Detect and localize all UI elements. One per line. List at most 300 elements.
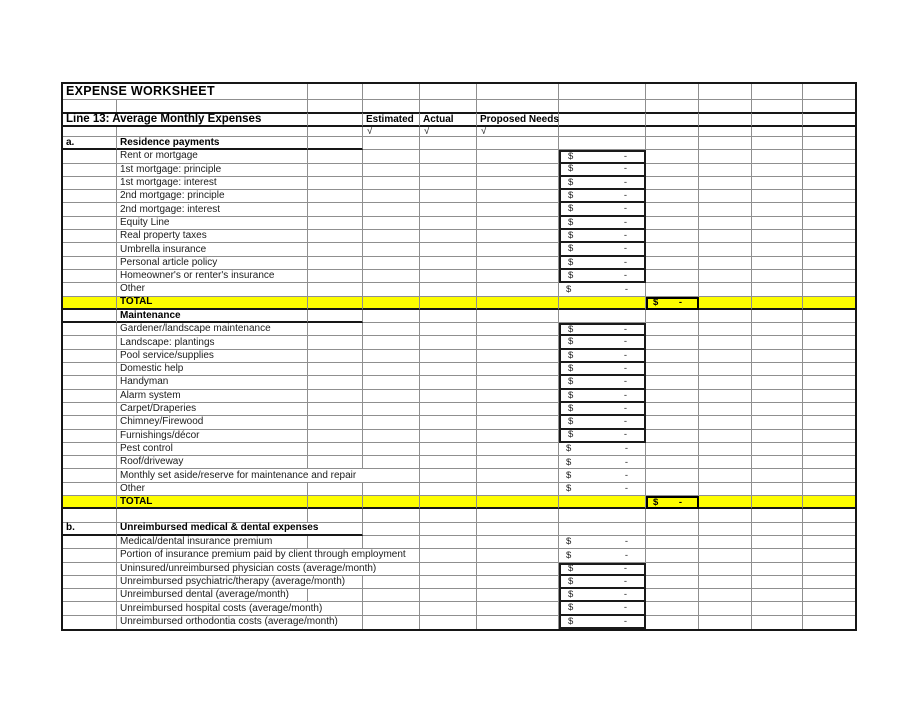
- grid-cell: [752, 363, 803, 376]
- expense-item-label: [117, 257, 308, 270]
- grid-cell: [63, 483, 117, 496]
- grid-cell: [63, 363, 117, 376]
- grid-cell: [646, 589, 699, 602]
- amount-field[interactable]: [559, 469, 646, 482]
- grid-cell: [699, 323, 752, 336]
- empty-amount-dash: -: [623, 324, 627, 336]
- grid-cell: [803, 549, 855, 562]
- grid-cell: [752, 350, 803, 363]
- empty-amount-dash: -: [624, 283, 628, 295]
- grid-cell: [363, 137, 420, 150]
- amount-field[interactable]: [559, 257, 646, 270]
- grid-cell: [308, 243, 363, 256]
- grid-cell: [308, 100, 363, 112]
- grid-cell: [308, 257, 363, 270]
- grid-cell: [699, 350, 752, 363]
- checkmark-icon: [363, 127, 420, 137]
- grid-cell: [63, 416, 117, 429]
- expense-item-row: [63, 270, 855, 283]
- grid-cell: [63, 283, 117, 296]
- grid-cell: [646, 270, 699, 283]
- grid-cell: [752, 100, 803, 112]
- grid-cell: [559, 112, 646, 127]
- grid-cell: [477, 536, 559, 549]
- grid-cell: [308, 230, 363, 243]
- grid-cell: [699, 469, 752, 482]
- grid-cell: [646, 456, 699, 469]
- expense-item-label: [117, 230, 308, 243]
- grid-cell: [63, 430, 117, 443]
- cell-text: 2nd mortgage: interest: [120, 203, 221, 215]
- grid-cell: [699, 164, 752, 177]
- grid-cell: [308, 589, 363, 602]
- title-row: [63, 84, 855, 100]
- amount-field[interactable]: [559, 403, 646, 416]
- expense-item-row: [63, 203, 855, 216]
- section-header-row: [63, 137, 855, 150]
- dollar-sign: $: [566, 283, 572, 295]
- amount-field[interactable]: [559, 350, 646, 363]
- expense-item-label: [117, 217, 308, 230]
- grid-cell: [477, 576, 559, 589]
- grid-cell: [803, 127, 855, 137]
- grid-cell: [752, 310, 803, 323]
- grid-cell: [363, 536, 420, 549]
- grid-cell: [559, 297, 646, 310]
- cell-text: Gardener/landscape maintenance: [120, 323, 271, 335]
- grid-cell: [420, 270, 477, 283]
- expense-item-label: [117, 363, 308, 376]
- grid-cell: [63, 177, 117, 190]
- dollar-sign: $: [568, 324, 574, 336]
- grid-cell: [477, 100, 559, 112]
- grid-cell: [308, 310, 363, 323]
- total-amount-field[interactable]: [646, 297, 699, 310]
- grid-cell: [646, 203, 699, 216]
- grid-cell: [363, 190, 420, 203]
- grid-cell: [308, 390, 363, 403]
- grid-cell: [420, 443, 477, 456]
- grid-cell: [803, 283, 855, 296]
- expense-item-label: [117, 416, 308, 429]
- grid-cell: [752, 84, 803, 100]
- expense-item-row: [63, 243, 855, 256]
- section-letter: [63, 137, 117, 150]
- cell-text: Other: [120, 482, 146, 494]
- checkmark-glyph: √: [481, 125, 487, 137]
- empty-amount-dash: -: [678, 297, 682, 309]
- empty-amount-dash: -: [623, 243, 627, 255]
- grid-cell: [308, 496, 363, 509]
- blank-row: [63, 509, 855, 522]
- grid-cell: [477, 243, 559, 256]
- grid-cell: [363, 523, 420, 536]
- grid-cell: [699, 376, 752, 389]
- grid-cell: [752, 430, 803, 443]
- grid-cell: [803, 323, 855, 336]
- grid-cell: [63, 549, 117, 562]
- amount-field[interactable]: [559, 336, 646, 349]
- amount-field[interactable]: [559, 416, 646, 429]
- amount-field[interactable]: [559, 230, 646, 243]
- empty-amount-dash: -: [624, 456, 628, 468]
- grid-cell: [308, 336, 363, 349]
- expense-item-row: [63, 576, 855, 589]
- total-amount-field[interactable]: [646, 496, 699, 509]
- empty-amount-dash: -: [623, 349, 627, 361]
- empty-amount-dash: -: [623, 602, 627, 614]
- expense-item-row: [63, 416, 855, 429]
- grid-cell: [308, 164, 363, 177]
- amount-field[interactable]: [559, 203, 646, 216]
- grid-cell: [63, 589, 117, 602]
- section-header-row: [63, 310, 855, 323]
- grid-cell: [803, 177, 855, 190]
- grid-cell: [559, 100, 646, 112]
- cell-text: Uninsured/unreimbursed physician costs (average/month): [120, 562, 377, 574]
- grid-cell: [308, 483, 363, 496]
- expense-item-row: [63, 283, 855, 296]
- grid-cell: [308, 112, 363, 127]
- grid-cell: [420, 323, 477, 336]
- grid-cell: [699, 523, 752, 536]
- grid-cell: [63, 127, 117, 137]
- grid-cell: [420, 257, 477, 270]
- grid-cell: [363, 336, 420, 349]
- total-row: [63, 297, 855, 310]
- grid-cell: [308, 323, 363, 336]
- grid-cell: [699, 416, 752, 429]
- cell-text: Personal article policy: [120, 256, 218, 268]
- grid-cell: [803, 496, 855, 509]
- grid-cell: [420, 336, 477, 349]
- section-header-row: [63, 523, 855, 536]
- amount-field[interactable]: [559, 589, 646, 602]
- cell-text: b.: [66, 522, 75, 534]
- grid-cell: [420, 602, 477, 615]
- grid-cell: [699, 283, 752, 296]
- grid-cell: [420, 376, 477, 389]
- dollar-sign: $: [568, 588, 574, 600]
- grid-cell: [420, 616, 477, 629]
- grid-cell: [477, 164, 559, 177]
- cell-text: 1st mortgage: principle: [120, 163, 222, 175]
- expense-item-label: [117, 616, 338, 629]
- grid-cell: [477, 297, 559, 310]
- grid-cell: [63, 536, 117, 549]
- grid-cell: [699, 203, 752, 216]
- grid-cell: [477, 509, 559, 522]
- expense-item-row: [63, 376, 855, 389]
- grid-cell: [752, 190, 803, 203]
- grid-cell: [803, 203, 855, 216]
- grid-cell: [559, 310, 646, 323]
- grid-cell: [63, 297, 117, 310]
- empty-amount-dash: -: [678, 496, 682, 508]
- amount-field[interactable]: [559, 217, 646, 230]
- grid-cell: [63, 576, 117, 589]
- grid-cell: [477, 523, 559, 536]
- expense-item-row: [63, 363, 855, 376]
- grid-cell: [363, 283, 420, 296]
- expense-item-row: [63, 336, 855, 349]
- dollar-sign: $: [566, 536, 572, 548]
- expense-item-label: [117, 243, 308, 256]
- expense-item-label: [117, 336, 308, 349]
- amount-field[interactable]: [559, 177, 646, 190]
- grid-cell: [803, 137, 855, 150]
- amount-field[interactable]: [559, 376, 646, 389]
- expense-item-row: [63, 536, 855, 549]
- cell-text: Unreimbursed medical & dental expenses: [120, 522, 319, 534]
- amount-field[interactable]: [559, 616, 646, 629]
- grid-cell: [420, 150, 477, 163]
- amount-field[interactable]: [559, 390, 646, 403]
- grid-cell: [63, 443, 117, 456]
- amount-field[interactable]: [559, 430, 646, 443]
- grid-cell: [646, 164, 699, 177]
- cell-text: Unreimbursed psychiatric/therapy (average/month): [120, 575, 346, 587]
- dollar-sign: $: [568, 151, 574, 163]
- cell-text: Pool service/supplies: [120, 349, 214, 361]
- empty-amount-dash: -: [623, 256, 627, 268]
- expense-item-row: [63, 549, 855, 562]
- grid-cell: [803, 310, 855, 323]
- grid-cell: [646, 390, 699, 403]
- expense-item-label: [117, 150, 308, 163]
- empty-amount-dash: -: [624, 483, 628, 495]
- grid-cell: [308, 443, 363, 456]
- expense-item-label: [117, 190, 308, 203]
- grid-cell: [477, 469, 559, 482]
- grid-cell: [803, 164, 855, 177]
- empty-amount-dash: -: [623, 588, 627, 600]
- grid-cell: [363, 350, 420, 363]
- amount-field[interactable]: [559, 602, 646, 615]
- grid-cell: [699, 112, 752, 127]
- grid-cell: [477, 602, 559, 615]
- dollar-sign: $: [568, 602, 574, 614]
- grid-cell: [699, 403, 752, 416]
- expense-item-label: [117, 376, 308, 389]
- dollar-sign: $: [568, 176, 574, 188]
- grid-cell: [803, 190, 855, 203]
- amount-field[interactable]: [559, 270, 646, 283]
- grid-cell: [752, 323, 803, 336]
- grid-cell: [63, 602, 117, 615]
- empty-amount-dash: -: [624, 536, 628, 548]
- dollar-sign: $: [653, 297, 659, 309]
- grid-cell: [117, 100, 308, 112]
- cell-text: Handyman: [120, 376, 169, 388]
- amount-field[interactable]: [559, 563, 646, 576]
- amount-field[interactable]: [559, 576, 646, 589]
- grid-cell: [699, 150, 752, 163]
- dollar-sign: $: [566, 456, 572, 468]
- grid-cell: [699, 483, 752, 496]
- dollar-sign: $: [568, 190, 574, 202]
- grid-cell: [363, 217, 420, 230]
- amount-field[interactable]: [559, 483, 646, 496]
- amount-field[interactable]: [559, 363, 646, 376]
- grid-cell: [803, 536, 855, 549]
- grid-cell: [752, 177, 803, 190]
- grid-cell: [752, 509, 803, 522]
- grid-cell: [646, 350, 699, 363]
- expense-item-label: [117, 575, 346, 589]
- grid-cell: [477, 430, 559, 443]
- amount-field[interactable]: [559, 323, 646, 336]
- empty-amount-dash: -: [623, 176, 627, 188]
- grid-cell: [646, 549, 699, 562]
- grid-cell: [420, 549, 477, 562]
- grid-cell: [420, 350, 477, 363]
- grid-cell: [752, 403, 803, 416]
- grid-cell: [646, 416, 699, 429]
- grid-cell: [308, 283, 363, 296]
- dollar-sign: $: [568, 389, 574, 401]
- cell-text: Portion of insurance premium paid by client through employment: [120, 549, 406, 561]
- column-header-actual: [420, 112, 477, 127]
- grid-cell: [420, 403, 477, 416]
- grid-cell: [803, 456, 855, 469]
- grid-cell: [752, 416, 803, 429]
- dollar-sign: $: [568, 402, 574, 414]
- grid-cell: [477, 616, 559, 629]
- dollar-sign: $: [568, 575, 574, 587]
- grid-cell: [646, 403, 699, 416]
- grid-cell: [646, 523, 699, 536]
- dollar-sign: $: [653, 496, 659, 508]
- grid-cell: [420, 390, 477, 403]
- amount-field[interactable]: [559, 150, 646, 163]
- grid-cell: [752, 270, 803, 283]
- dollar-sign: $: [568, 349, 574, 361]
- cell-text: Medical/dental insurance premium: [120, 536, 273, 548]
- expense-item-row: [63, 230, 855, 243]
- grid-cell: [63, 150, 117, 163]
- grid-cell: [803, 416, 855, 429]
- expense-item-label: [117, 390, 308, 403]
- grid-cell: [363, 416, 420, 429]
- amount-field[interactable]: [559, 443, 646, 456]
- expense-item-label: [117, 177, 308, 190]
- grid-cell: [363, 469, 420, 482]
- grid-cell: [363, 509, 420, 522]
- cell-text: Furnishings/décor: [120, 429, 200, 441]
- grid-cell: [477, 230, 559, 243]
- expense-item-label: [117, 456, 308, 469]
- empty-amount-dash: -: [623, 563, 627, 575]
- grid-cell: [699, 177, 752, 190]
- grid-cell: [646, 576, 699, 589]
- grid-cell: [646, 150, 699, 163]
- grid-cell: [803, 576, 855, 589]
- amount-field[interactable]: [559, 164, 646, 177]
- grid-cell: [646, 563, 699, 576]
- dollar-sign: $: [568, 269, 574, 281]
- expense-item-label: [117, 483, 308, 496]
- grid-cell: [699, 509, 752, 522]
- grid-cell: [699, 127, 752, 137]
- grid-cell: [699, 496, 752, 509]
- grid-cell: [363, 270, 420, 283]
- grid-cell: [803, 217, 855, 230]
- expense-item-row: [63, 602, 855, 615]
- grid-cell: [803, 430, 855, 443]
- amount-field[interactable]: [559, 536, 646, 549]
- grid-cell: [803, 602, 855, 615]
- grid-cell: [646, 336, 699, 349]
- grid-cell: [308, 403, 363, 416]
- grid-cell: [63, 243, 117, 256]
- grid-cell: [477, 336, 559, 349]
- grid-cell: [752, 443, 803, 456]
- grid-cell: [752, 112, 803, 127]
- grid-cell: [477, 177, 559, 190]
- line13-header-text: Line 13: Average Monthly Expenses: [66, 112, 262, 125]
- grid-cell: [63, 217, 117, 230]
- empty-amount-dash: -: [623, 389, 627, 401]
- cell-text: Unreimbursed dental (average/month): [120, 589, 289, 601]
- empty-amount-dash: -: [623, 615, 627, 627]
- amount-field[interactable]: [559, 456, 646, 469]
- grid-cell: [363, 203, 420, 216]
- grid-cell: [477, 589, 559, 602]
- amount-field[interactable]: [559, 243, 646, 256]
- grid-cell: [646, 230, 699, 243]
- grid-cell: [803, 150, 855, 163]
- cell-text: Carpet/Draperies: [120, 403, 197, 415]
- grid-cell: [559, 84, 646, 100]
- cell-text: Proposed Needs: [480, 113, 559, 125]
- cell-text: Landscape: plantings: [120, 336, 215, 348]
- grid-cell: [420, 297, 477, 310]
- grid-cell: [559, 127, 646, 137]
- grid-cell: [752, 137, 803, 150]
- grid-cell: [363, 100, 420, 112]
- amount-field[interactable]: [559, 283, 646, 296]
- total-label: [117, 297, 308, 310]
- grid-cell: [63, 390, 117, 403]
- grid-cell: [646, 127, 699, 137]
- grid-cell: [646, 376, 699, 389]
- grid-cell: [699, 297, 752, 310]
- dollar-sign: $: [568, 376, 574, 388]
- grid-cell: [477, 190, 559, 203]
- expense-item-row: [63, 177, 855, 190]
- cell-text: Pest control: [120, 442, 173, 454]
- grid-cell: [699, 270, 752, 283]
- dollar-sign: $: [566, 549, 572, 561]
- grid-cell: [308, 203, 363, 216]
- grid-cell: [363, 297, 420, 310]
- empty-amount-dash: -: [623, 229, 627, 241]
- expense-item-label: [117, 203, 308, 216]
- grid-cell: [752, 390, 803, 403]
- grid-cell: [308, 509, 363, 522]
- amount-field[interactable]: [559, 190, 646, 203]
- cell-text: Unreimbursed hospital costs (average/month): [120, 602, 323, 614]
- cell-text: Rent or mortgage: [120, 150, 198, 162]
- grid-cell: [477, 217, 559, 230]
- line13-header: [63, 112, 308, 127]
- amount-field[interactable]: [559, 549, 646, 562]
- grid-cell: [63, 496, 117, 509]
- empty-amount-dash: -: [623, 402, 627, 414]
- dollar-sign: $: [568, 416, 574, 428]
- grid-cell: [646, 243, 699, 256]
